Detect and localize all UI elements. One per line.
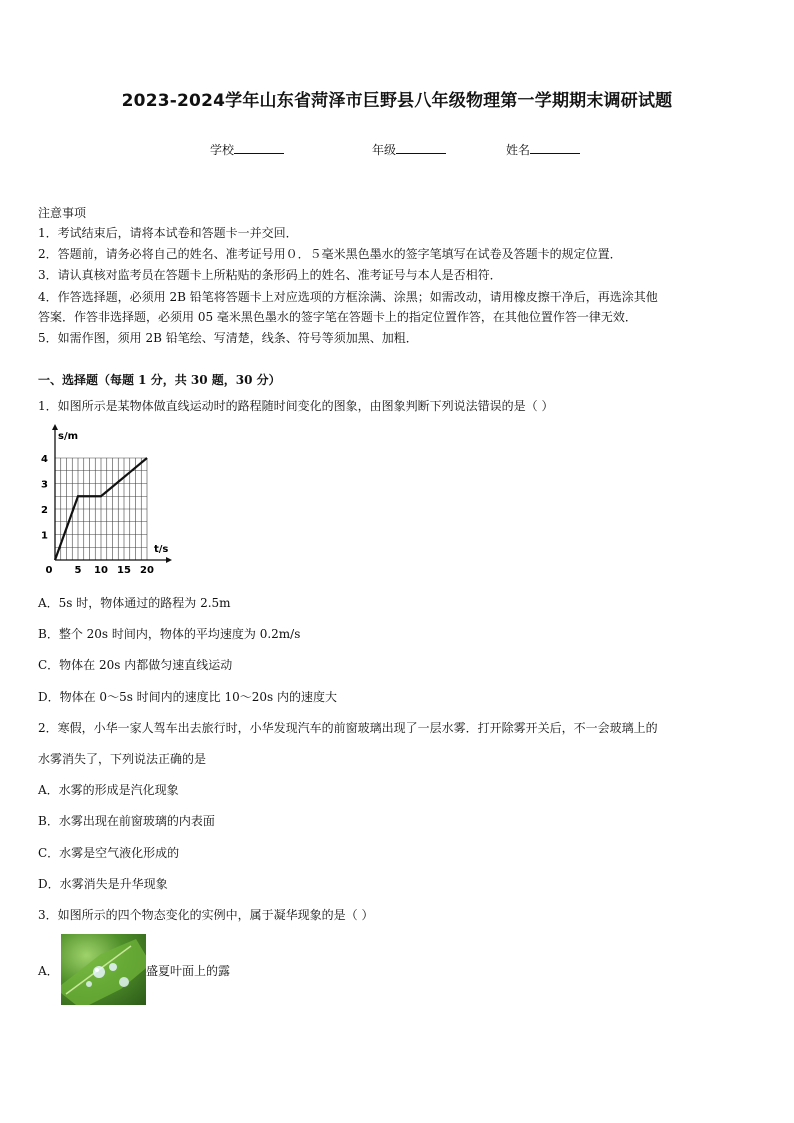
question-3-stem: 3．如图所示的四个物态变化的实例中，属于凝华现象的是（ ） <box>38 908 374 922</box>
grade-blank[interactable] <box>396 141 446 154</box>
x-tick-label: 10 <box>94 565 108 576</box>
question-2-stem-line1: 2．寒假，小华一家人驾车出去旅行时，小华发现汽车的前窗玻璃出现了一层水雾．打开除雾开关后，不一会玻璃上的 <box>38 721 658 735</box>
y-axis-arrow <box>52 424 58 430</box>
notice-item: 3．请认真核对监考员在答题卡上所粘贴的条形码上的姓名、准考证号与本人是否相符． <box>38 268 502 282</box>
school-blank[interactable] <box>234 141 284 154</box>
school-field <box>210 141 284 158</box>
q2-option-a: A．水雾的形成是汽化现象 <box>38 783 179 797</box>
name-label: 姓名 <box>506 143 531 157</box>
exam-title: 2023-2024学年山东省菏泽市巨野县八年级物理第一学期期末调研试题 <box>121 91 673 111</box>
q2-option-c: C．水雾是空气液化形成的 <box>38 846 180 860</box>
leaf-dew-image <box>61 934 146 1005</box>
name-blank[interactable] <box>530 141 580 154</box>
q2-option-b: B．水雾出现在前窗玻璃的内表面 <box>38 814 215 828</box>
x-tick-label: 0 <box>45 565 53 576</box>
notice-item: 5．如需作图，须用 2B 铅笔绘、写清楚，线条、符号等须加黑、加粗． <box>38 331 418 345</box>
q1-option-b: B．整个 20s 时间内，物体的平均速度为 0.2m/s <box>38 627 301 641</box>
notice-item: 1．考试结束后，请将本试卷和答题卡一并交回． <box>38 226 298 240</box>
q1-option-d: D．物体在 0～5s 时间内的速度比 10～20s 内的速度大 <box>38 690 338 704</box>
notice-heading: 注意事项 <box>38 206 87 220</box>
x-tick-label: 5 <box>74 565 82 576</box>
notice-item: 答案．作答非选择题，必须用 05 毫米黑色墨水的签字笔在答题卡上的指定位置作答，在其他位置作答一律无效． <box>38 310 637 324</box>
y-tick-label: 2 <box>41 505 48 516</box>
x-tick-label: 20 <box>140 565 154 576</box>
x-tick-label: 15 <box>117 565 131 576</box>
y-tick-label: 4 <box>41 454 48 465</box>
section-heading: 一、选择题（每题 1 分，共 30 题，30 分） <box>38 373 281 387</box>
q3-option-a-label: A． <box>38 964 59 978</box>
x-axis-label: t/s <box>154 544 169 555</box>
school-label: 学校 <box>210 143 235 157</box>
y-tick-label: 3 <box>41 479 48 491</box>
chart-axes <box>52 424 172 563</box>
question-1-stem: 1．如图所示是某物体做直线运动时的路程随时间变化的图象，由图象判断下列说法错误的是（ ） <box>38 399 554 413</box>
x-axis-arrow <box>166 557 172 563</box>
q1-option-c: C．物体在 20s 内都做匀速直线运动 <box>38 658 233 672</box>
chart-grid <box>55 458 147 560</box>
grade-field <box>372 141 446 158</box>
question-2-stem-line2: 水雾消失了，下列说法正确的是 <box>38 752 207 766</box>
q2-option-d: D．水雾消失是升华现象 <box>38 877 168 891</box>
notice-item: 4．作答选择题，必须用 2B 铅笔将答题卡上对应选项的方框涂满、涂黑；如需改动，请用橡皮擦干净后，再选涂其他 <box>38 290 658 304</box>
notice-item: 2．答题前，请务必将自己的姓名、准考证号用０．５毫米黑色墨水的签字笔填写在试卷及答题卡的规定位置． <box>38 247 622 261</box>
q1-option-a: A．5s 时，物体通过的路程为 2.5m <box>38 596 231 610</box>
y-axis-label: s/m <box>58 431 79 442</box>
grade-label: 年级 <box>372 143 397 157</box>
distance-time-chart <box>38 422 173 577</box>
chart-ticks <box>41 454 154 576</box>
q3-option-a-text: 盛夏叶面上的露 <box>146 964 231 978</box>
y-tick-label: 1 <box>41 530 48 542</box>
name-field <box>506 141 580 158</box>
